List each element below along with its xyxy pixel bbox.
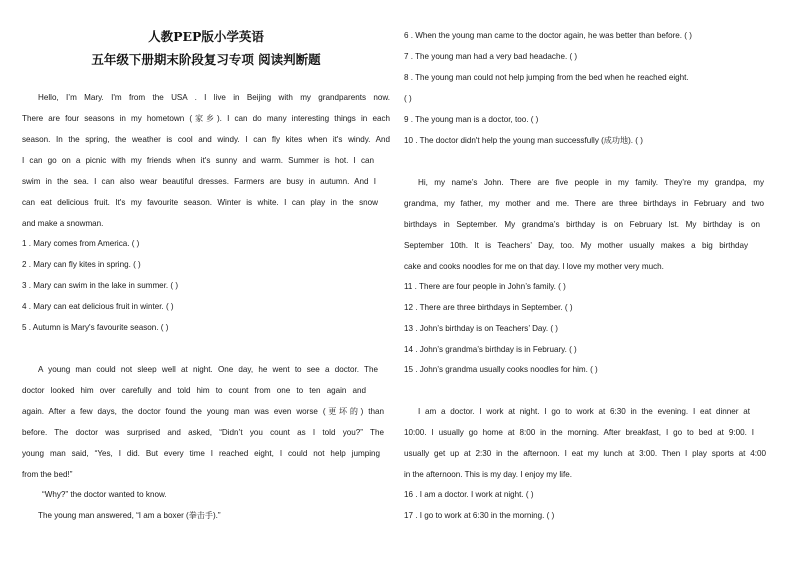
page-title: 人教PEP版小学英语 bbox=[148, 29, 264, 44]
question-item[interactable]: 2 . Mary can fly kites in spring. ( ) bbox=[22, 260, 141, 269]
question-item[interactable]: 9 . The young man is a doctor, too. ( ) bbox=[404, 115, 539, 124]
question-item[interactable]: 4 . Mary can eat delicious fruit in winter. ( ) bbox=[22, 302, 174, 311]
passage-line: can eat delicious fruit. It's my favourite season. Winter is white. I can play in the snow bbox=[22, 198, 378, 207]
question-item[interactable]: 11 . There are four people in John’s family. ( ) bbox=[404, 282, 566, 291]
passage-line: cake and cooks noodles for me on that day. I love my mother very much. bbox=[404, 262, 664, 271]
question-item[interactable]: 6 . When the young man came to the doctor again, he was better than before. ( ) bbox=[404, 31, 692, 40]
passage-line: swim in the sea. I can also wear beautiful dresses. Farmers are busy in autumn. And I bbox=[22, 177, 376, 186]
passage-line: birthdays in September. My grandma’s birthday is on February lst. My birthday is on bbox=[404, 220, 760, 229]
passage-line: I am a doctor. I work at night. I go to work at 6:30 in the evening. I eat dinner at bbox=[418, 407, 750, 416]
question-item[interactable]: 16 . I am a doctor. I work at night. ( ) bbox=[404, 490, 534, 499]
question-item[interactable]: 14 . John’s grandma’s birthday is in February. ( ) bbox=[404, 345, 577, 354]
question-item[interactable]: 5 . Autumn is Mary's favourite season. ( ) bbox=[22, 323, 169, 332]
passage-line: young man said, “Yes, I did. But every time I reached eight, I could not help jumping bbox=[22, 449, 380, 458]
passage-line: grandma, my father, my mother and me. There are three birthdays in February and two bbox=[404, 199, 764, 208]
passage-line: September 10th. It is Teachers’ Day, too. My mother usually makes a big birthday bbox=[404, 241, 748, 250]
question-item[interactable]: 13 . John’s birthday is on Teachers’ Day. ( ) bbox=[404, 324, 559, 333]
question-item[interactable]: 12 . There are three birthdays in September. ( ) bbox=[404, 303, 573, 312]
passage-line: The young man answered, “I am a boxer (拳击手).” bbox=[38, 511, 221, 520]
passage-line: Hello, I’m Mary. I'm from the USA . I live in Beijing with my grandparents now. bbox=[38, 93, 390, 102]
question-item[interactable]: ( ) bbox=[404, 94, 412, 103]
passage-line: There are four seasons in my hometown (家乡). I can do many interesting things in each bbox=[22, 114, 390, 123]
passage-line: 10:00. I usually go home at 8:00 in the morning. After breakfast, I go to bed at 9:00. I bbox=[404, 428, 754, 437]
question-item[interactable]: 17 . I go to work at 6:30 in the morning. ( ) bbox=[404, 511, 555, 520]
passage-line: I can go on a picnic with my friends when it's sunny and warm. Summer is hot. I can bbox=[22, 156, 374, 165]
passage-line: doctor looked him over carefully and told him to count from one to ten again and bbox=[22, 386, 366, 395]
passage-line: Hi, my name’s John. There are five people in my family. They’re my grandpa, my bbox=[418, 178, 764, 187]
passage-line: usually get up at 2:30 in the afternoon. I eat my lunch at 3:00. Then I play sports at 4:00 bbox=[404, 449, 766, 458]
question-item[interactable]: 15 . John’s grandma usually cooks noodles for him. ( ) bbox=[404, 365, 598, 374]
passage-line: and make a snowman. bbox=[22, 219, 104, 228]
question-item[interactable]: 10 . The doctor didn't help the young man successfully (成功地). ( ) bbox=[404, 136, 643, 145]
question-item[interactable]: 3 . Mary can swim in the lake in summer. ( ) bbox=[22, 281, 179, 290]
passage-line: from the bed!” bbox=[22, 470, 73, 479]
passage-line: again. After a few days, the doctor found the young man was even worse (更坏的) than bbox=[22, 407, 384, 416]
question-item[interactable]: 1 . Mary comes from America. ( ) bbox=[22, 239, 140, 248]
passage-line: before. The doctor was surprised and asked, “Didn’t you count as I told you?” The bbox=[22, 428, 384, 437]
passage-line: in the afternoon. This is my day. I enjoy my life. bbox=[404, 470, 572, 479]
question-item[interactable]: 8 . The young man could not help jumping from the bed when he reached eight. bbox=[404, 73, 689, 82]
passage-line: A young man could not sleep well at night. One day, he went to see a doctor. The bbox=[38, 365, 378, 374]
page-subtitle: 五年级下册期末阶段复习专项 阅读判断题 bbox=[91, 52, 321, 67]
passage-line: season. In the spring, the weather is cool and windy. I can fly kites when it's windy. And bbox=[22, 135, 390, 144]
passage-line: “Why?” the doctor wanted to know. bbox=[42, 490, 167, 499]
question-item[interactable]: 7 . The young man had a very bad headache. ( ) bbox=[404, 52, 578, 61]
